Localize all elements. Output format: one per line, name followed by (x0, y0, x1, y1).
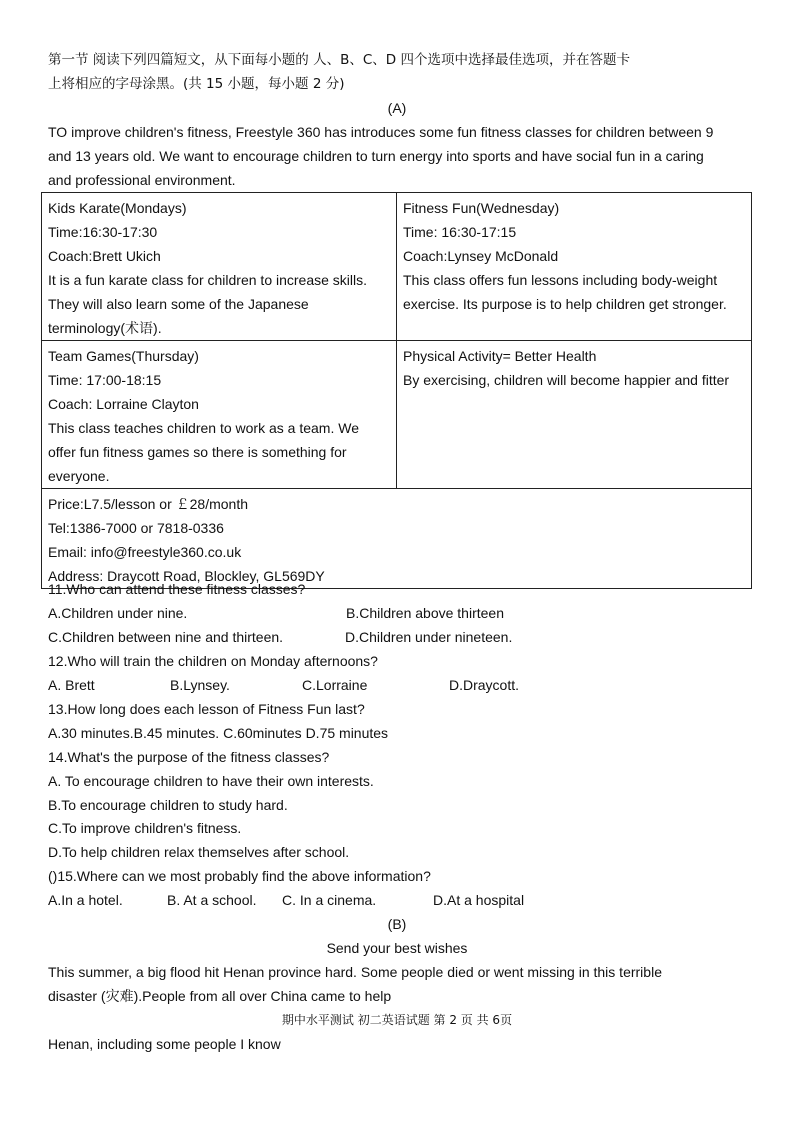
price-info: Price:L7.5/lesson or ￡28/month (48, 496, 248, 512)
question-12-option-a: A. Brett (48, 677, 95, 693)
email-info: Email: info@freestyle360.co.uk (48, 544, 242, 560)
passage-b-line2: disaster (灾难).People from all over China came to help (48, 988, 392, 1004)
kids-karate-title: Kids Karate(Mondays) (48, 200, 187, 216)
passage-a-para-line3: and professional environment. (48, 172, 236, 188)
contact-cell (42, 489, 752, 589)
team-games-description: This class teaches children to work as a team. We offer fun fitness games so there is something for everyone. (48, 420, 359, 484)
question-14-option-c: C.To improve children's fitness. (48, 820, 242, 836)
section-instruction-line2: 上将相应的字母涂黑。(共 15 小题，每小题 2 分) (48, 76, 345, 92)
question-11-option-d: D.Children under nineteen. (345, 629, 513, 645)
fitness-class-table (41, 192, 752, 589)
question-12-option-d: D.Draycott. (449, 677, 520, 693)
question-13-options: A.30 minutes.B.45 minutes. C.60minutes D.75 minutes (48, 725, 389, 741)
team-games-title: Team Games(Thursday) (48, 348, 199, 364)
question-12-option-c: C.Lorraine (302, 677, 368, 693)
team-games-coach: Coach: Lorraine Clayton (48, 396, 199, 412)
question-14-stem: 14.What's the purpose of the fitness classes? (48, 749, 330, 765)
question-15-option-b: B. At a school. (167, 892, 257, 908)
question-14-option-a: A. To encourage children to have their own interests. (48, 773, 374, 789)
address-info: Address: Draycott Road, Blockley, GL569DY (48, 568, 325, 584)
team-games-cell (42, 341, 397, 489)
passage-a-para-line2: and 13 years old. We want to encourage children to turn energy into sports and have social fun in a caring (48, 148, 704, 164)
kids-karate-time: Time:16:30-17:30 (48, 224, 158, 240)
physical-activity-description: By exercising, children will become happier and fitter (403, 372, 730, 388)
question-14-option-b: B.To encourage children to study hard. (48, 797, 288, 813)
kids-karate-cell (42, 193, 397, 341)
question-13-stem: 13.How long does each lesson of Fitness Fun last? (48, 701, 365, 717)
passage-a-label: (A) (387, 100, 407, 116)
physical-activity-title: Physical Activity= Better Health (403, 348, 597, 364)
fitness-fun-title: Fitness Fun(Wednesday) (403, 200, 560, 216)
passage-b-line3: Henan, including some people I know (48, 1036, 281, 1052)
table-row (42, 489, 752, 589)
passage-b-line1: This summer, a big flood hit Henan province hard. Some people died or went missing in this terrible (48, 964, 662, 980)
question-15-option-d: D.At a hospital (433, 892, 525, 908)
passage-a-para-line1: TO improve children's fitness, Freestyle 360 has introduces some fun fitness classes for children between 9 (48, 124, 714, 140)
question-15-option-a: A.In a hotel. (48, 892, 123, 908)
question-12-option-b: B.Lynsey. (170, 677, 230, 693)
question-12-stem: 12.Who will train the children on Monday afternoons? (48, 653, 378, 669)
question-11-option-b: B.Children above thirteen (346, 605, 504, 621)
passage-b-title: Send your best wishes (326, 940, 468, 956)
table-row (42, 341, 752, 489)
fitness-fun-description: This class offers fun lessons including body-weight exercise. Its purpose is to help children get stronger. (403, 272, 727, 312)
question-14-option-d: D.To help children relax themselves after school. (48, 844, 350, 860)
question-15-stem: ()15.Where can we most probably find the above information? (48, 868, 431, 884)
table-row (42, 193, 752, 341)
page-footer: 期中水平测试 初二英语试题 第 2 页 共 6页 (281, 1013, 513, 1027)
fitness-fun-cell (397, 193, 752, 341)
section-instruction-line1: 第一节 阅读下列四篇短文，从下面每小题的 人、B、C、D 四个选项中选择最佳选项，并在答题卡 (48, 52, 630, 68)
passage-b-label: (B) (387, 916, 407, 932)
question-15-option-c: C. In a cinema. (282, 892, 377, 908)
fitness-fun-time: Time: 16:30-17:15 (403, 224, 517, 240)
team-games-time: Time: 17:00-18:15 (48, 372, 162, 388)
fitness-fun-coach: Coach:Lynsey McDonald (403, 248, 559, 264)
tel-info: Tel:1386-7000 or 7818-0336 (48, 520, 224, 536)
kids-karate-description: It is a fun karate class for children to increase skills. They will also learn some of the Japanese terminology(术语). (48, 272, 368, 336)
question-11-option-c: C.Children between nine and thirteen. (48, 629, 284, 645)
kids-karate-coach: Coach:Brett Ukich (48, 248, 161, 264)
physical-activity-cell (397, 341, 752, 489)
question-11-option-a: A.Children under nine. (48, 605, 188, 621)
question-11-stem: 11.Who can attend these fitness classes? (48, 581, 306, 597)
